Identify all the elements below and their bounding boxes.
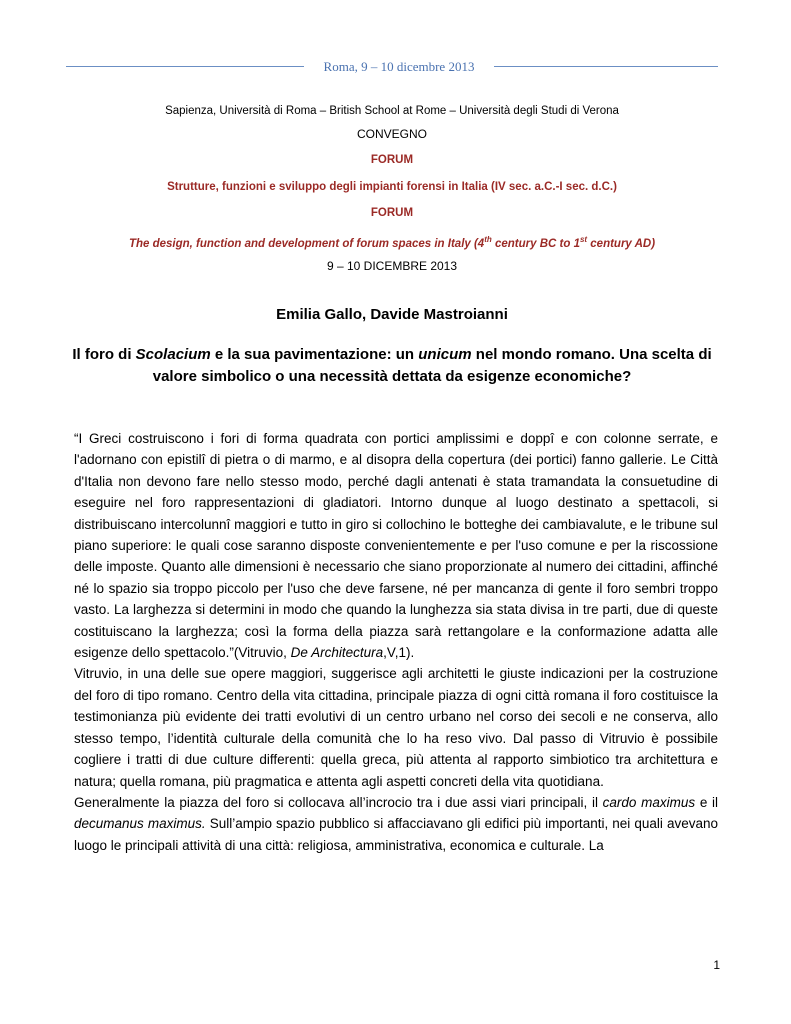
title-part1: Il foro di — [72, 346, 136, 363]
title-em2: unicum — [418, 346, 472, 363]
subtitle-english-part2: century BC to 1 — [491, 237, 580, 250]
paper-title — [66, 344, 718, 388]
header-rule-right — [494, 66, 718, 67]
body-text — [74, 428, 718, 856]
subtitle-english — [66, 233, 718, 251]
paragraph3-part2: e il — [695, 794, 719, 810]
paragraph-vitruvius-quote — [74, 428, 718, 663]
subtitle-english-sup1: th — [484, 235, 492, 244]
institutions-line: Sapienza, Università di Roma – British School at Rome – Università degli Studi di Verona — [165, 105, 619, 117]
subtitle-english-part1: The design, function and development of forum spaces in Italy (4 — [128, 237, 485, 250]
convegno-label: CONVEGNO — [356, 127, 427, 141]
paragraph1-citation-title: De Architectura — [290, 645, 384, 661]
subtitle-english-part3: century AD) — [587, 237, 656, 250]
paragraph-foro-location — [74, 792, 718, 856]
paragraph3-em1: cardo maximus — [602, 794, 696, 810]
paragraph3-part3: Sull’ampio spazio pubblico si affacciavano gli edifici più importanti, nei quali avevano luogo le principali attività di una città: religiosa, amministrativa, economica e culturale. La — [74, 816, 718, 853]
header-rule-left — [66, 66, 304, 67]
paragraph1-text: “I Greci costruiscono i fori di forma quadrata con portici amplissimi e doppî e con colonne serrate, e l'adornano con epistilî di pietra o di marmo, e al disopra della copertura (dei portici) fanno gallerie. Le Città d'Italia non devono fare nello stesso modo, perché dagli antenati è stata tramandata la consuetudine di eseguire nel foro rappresentazioni di gladiatori. Intorno dunque al luogo destinato a spettacoli, si distribuiscano intercolunnî maggiori e tutto in giro si collochino le botteghe dei cambiavalute, e le tribune sul piano superiore: le quali cose saranno disposte convenientemente e per l'uso comune e per la riscossione delle imposte. Quanto alle dimensioni è necessario che siano proporzionate al numero dei cittadini, affinché né lo spazio sia troppo piccolo per l'uso che deve farsene, né per mancanza di gente il foro sembri troppo vasto. La larghezza si determini in modo che quando la lunghezza sia stata divisa in tre parti, due di queste costituiscano la larghezza; così la forma della piazza sarà rettangolare e la conformazione adatta alle esigenze dello spettacolo.”(Vitruvio, — [74, 431, 718, 661]
paragraph3-em2: decumanus maximus. — [74, 816, 206, 832]
forum-label-1: FORUM — [370, 154, 414, 166]
paragraph3-part1: Generalmente la piazza del foro si collocava all’incrocio tra i due assi viari principali, il — [74, 794, 603, 810]
paragraph1-citation-end: ,V,1). — [383, 645, 415, 661]
authors: Emilia Gallo, Davide Mastroianni — [276, 306, 508, 323]
subtitle-english-sup2: st — [579, 235, 588, 244]
page-number: 1 — [713, 958, 720, 972]
title-part2: e la sua pavimentazione: un — [210, 346, 419, 363]
header-date: Roma, 9 – 10 dicembre 2013 — [323, 59, 475, 74]
event-dates: 9 – 10 DICEMBRE 2013 — [326, 259, 458, 273]
forum-label-2: FORUM — [370, 207, 414, 219]
title-part3: nel mondo romano. Una scelta di valore simbolico o una necessità dettata da esigenze economiche? — [152, 346, 712, 385]
paragraph-vitruvio: Vitruvio, in una delle sue opere maggiori, suggerisce agli architetti le giuste indicazioni per la costruzione del foro di tipo romano. Centro della vita cittadina, principale piazza di ogni città romana il foro costituisce la testimonianza più evidente dei tratti evolutivi di un centro urbano nel corso dei secoli e ne conserva, allo stesso tempo, l’identità culturale della comunità che lo ha reso vivo. Dal passo di Vitruvio è possibile cogliere i tratti di due culture differenti: quella greca, più attenta al rapporto simbiotico tra architettura e natura; quella romana, più pragmatica e attenta agli aspetti concreti della vita quotidiana. — [74, 666, 718, 789]
title-em1: Scolacium — [135, 346, 211, 363]
subtitle-italian: Strutture, funzioni e sviluppo degli impianti forensi in Italia (IV sec. a.C.-I sec. d.C.) — [167, 181, 617, 193]
